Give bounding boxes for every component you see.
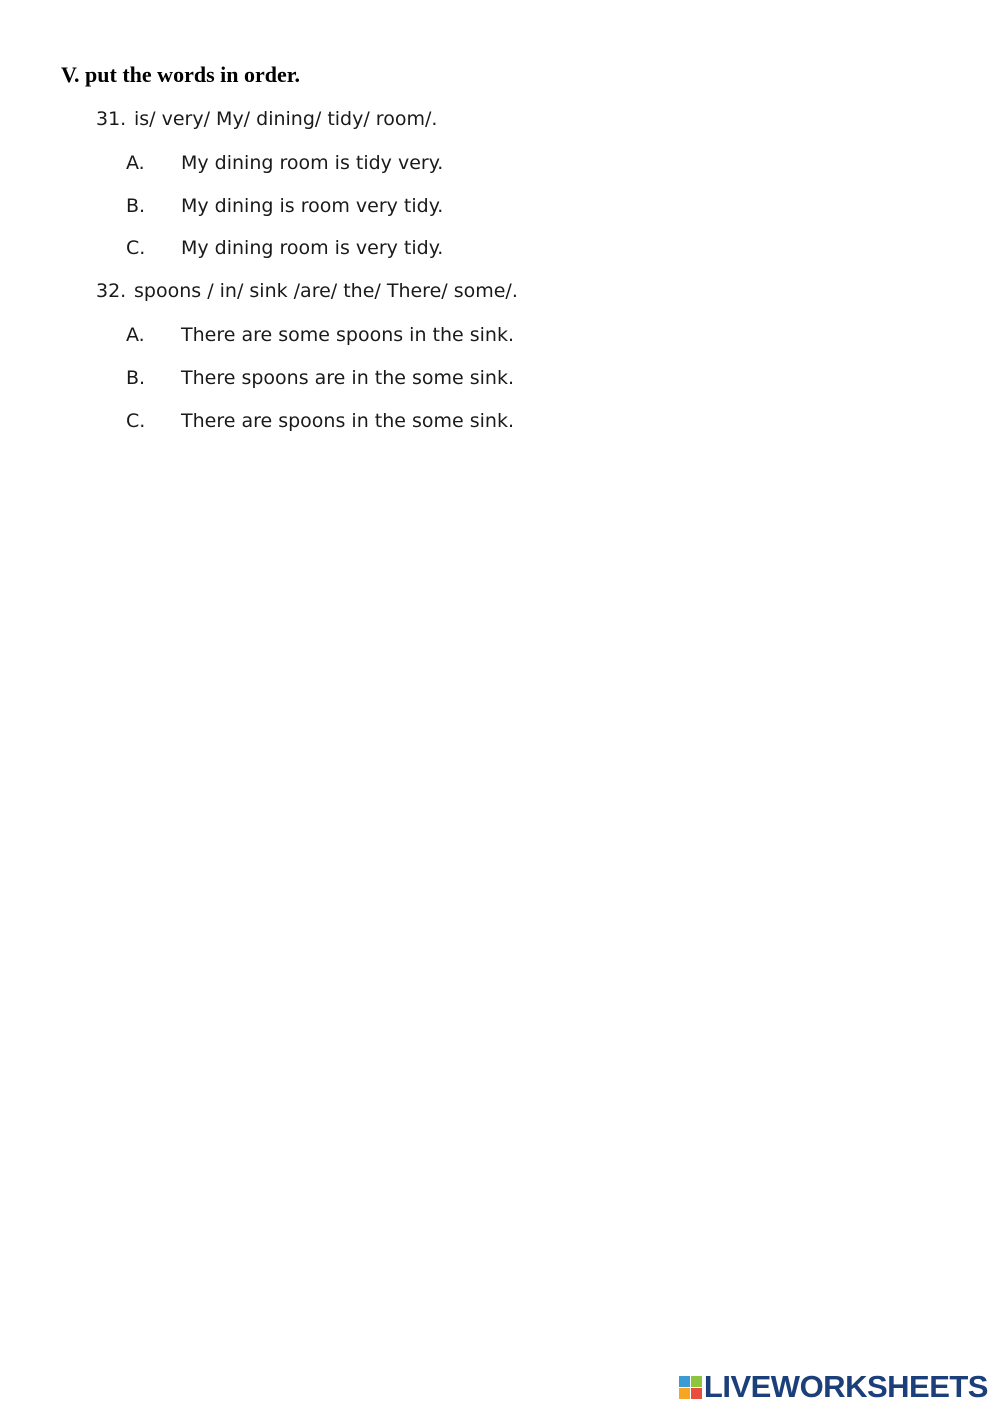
logo-square-icon	[679, 1388, 690, 1399]
logo-square-icon	[691, 1388, 702, 1399]
option-32-b[interactable]	[126, 365, 514, 391]
logo-grid-icon	[679, 1376, 702, 1399]
option-text: There are spoons in the some sink.	[181, 410, 515, 432]
option-32-a[interactable]	[126, 322, 514, 348]
question-prompt: is/ very/ My/ dining/ tidy/ room/.	[134, 108, 438, 130]
option-letter: C.	[126, 237, 146, 259]
option-text: My dining is room very tidy.	[181, 195, 444, 217]
option-letter: B.	[126, 195, 146, 217]
option-31-c[interactable]	[126, 235, 443, 261]
logo-square-icon	[691, 1376, 702, 1387]
option-text: There spoons are in the some sink.	[181, 367, 515, 389]
question-31	[96, 106, 437, 132]
question-32	[96, 278, 518, 304]
option-text: My dining room is very tidy.	[181, 237, 444, 259]
option-31-a[interactable]	[126, 150, 443, 176]
logo-text: LIVEWORKSHEETS	[703, 1369, 988, 1404]
option-letter: A.	[126, 324, 145, 346]
option-letter: C.	[126, 410, 146, 432]
option-text: There are some spoons in the sink.	[181, 324, 515, 346]
option-letter: B.	[126, 367, 146, 389]
section-title: V. put the words in order.	[61, 62, 300, 87]
option-32-c[interactable]	[126, 408, 514, 434]
option-text: My dining room is tidy very.	[181, 152, 444, 174]
option-letter: A.	[126, 152, 145, 174]
question-number: 32.	[96, 280, 127, 302]
question-prompt: spoons / in/ sink /are/ the/ There/ some/.	[134, 280, 518, 302]
question-number: 31.	[96, 108, 127, 130]
liveworksheets-logo	[679, 1371, 988, 1403]
option-31-b[interactable]	[126, 193, 443, 219]
logo-square-icon	[679, 1376, 690, 1387]
